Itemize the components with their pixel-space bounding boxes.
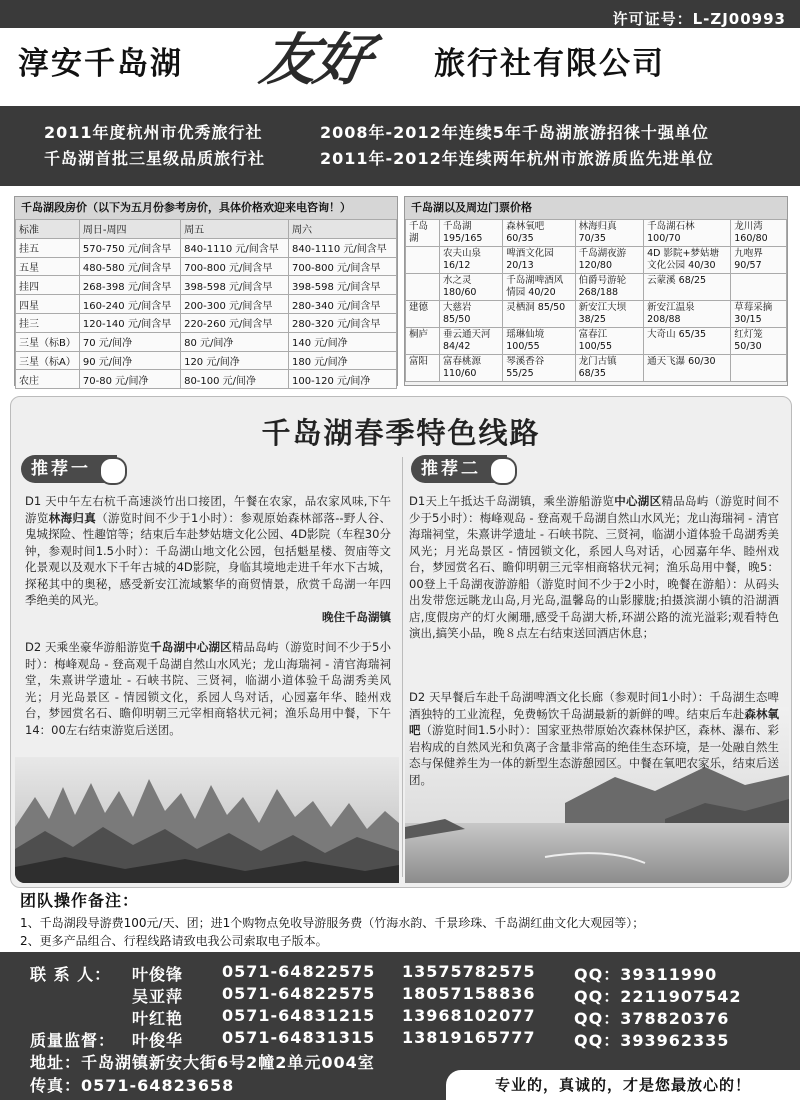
table-cell: 挂三 <box>16 313 80 332</box>
routes-title: 千岛湖春季特色线路 <box>261 416 541 450</box>
table-row <box>406 220 787 247</box>
company-fax: 传真：0571-64823658 <box>30 1076 235 1095</box>
table-header-row <box>16 220 397 239</box>
contact-phone: 0571-64831215 <box>222 1006 376 1025</box>
route2-day1-text-a: D1天上午抵达千岛湖镇，乘坐游船游览 <box>409 494 615 508</box>
route2-day1-text-b: 精品岛屿（游览时间不少于5小时）：梅峰观岛 - 登高观千岛湖自然山水风光；龙山海瑞祠 - 清官海瑞祠堂，朱熹讲学遗址 - 石峡书院、三贤祠，临湖小道体验千岛湖秀美风光；月光岛景区 - 情园锁文化，系园人鸟对话，心园嘉年华、睦州戏台，梦园赏名石、瞻仰明朝三元宰相商辂状元祠；渔乐岛用中餐，晚5：00登上千岛湖夜游游船（游览时间不少于2小时，晚餐在游船）：从码头出发带您远眺龙山岛,月光岛,温馨岛的山影朦胧;拍摄滨湖小镇的沿湖酒店,度假房产的灯火阑珊,感受千岛湖大桥,环湖公路的流光溢彩;观看特色演出,搞笑小品，晚８点左右结束送回酒店休息； <box>409 494 780 640</box>
table-row <box>16 257 397 276</box>
table-cell: 120-140 元/间含早 <box>79 313 180 332</box>
table-row <box>406 328 787 355</box>
route1-day1-text-b: （游览时间不少于1小时）：参观原始森林部落--野人谷、鬼城探险、性趣馆等；结束后车赴梦姑塘文化公园、4D影院（车程30分钟，参观时间1.5小时）：千岛湖山地文化公园，包括魁星楼、贺庙等文化景观以及观水下千年古城的4D影院，身临其境地走进千年水下古城，探秘其中的奥秘，感受新安江流域繁华的商贸情景，欣赏千岛湖一年四季绝美的风光。 <box>25 510 391 607</box>
table-cell: 100-120 元/间净 <box>289 370 397 389</box>
table-cell: 新安江大坝 38/25 <box>575 301 644 328</box>
table-cell: 70 元/间净 <box>79 332 180 351</box>
route1-day1-highlight: 林海归真 <box>48 510 97 525</box>
contact-qq: QQ：2211907542 <box>574 987 742 1006</box>
table-cell: 千岛湖啤酒风情园 40/20 <box>503 274 575 301</box>
route1-day1 <box>25 493 391 625</box>
table-header-cell: 周日-周四 <box>79 220 180 239</box>
company-title-right: 旅行社有限公司 <box>434 46 665 82</box>
contact-name: 叶俊华 <box>132 1031 184 1050</box>
ticket-price-panel <box>404 196 788 386</box>
notes-title: 团队操作备注： <box>20 891 140 910</box>
stone-forest-photo <box>15 757 399 883</box>
route2-day2-text-b: （游览时间1.5小时）：国家亚热带原始次森林保护区，森林、瀑布、彩岩构成的自然风光和负离子含量非常高的绝佳生态环境，是一处融自然生态与保健养生为一体的新型生态游憩园区。中餐在氧吧农家乐，结束后送团。 <box>409 723 779 787</box>
routes-section <box>10 396 792 888</box>
route2-day1 <box>409 493 779 642</box>
permit-number: 许可证号：L-ZJ00993 <box>612 10 786 28</box>
table-row <box>406 301 787 328</box>
table-cell: 红灯笼 50/30 <box>731 328 787 355</box>
region-cell: 富阳 <box>406 355 440 382</box>
table-cell: 森林氧吧 60/35 <box>503 220 575 247</box>
room-price-panel <box>14 196 398 386</box>
table-cell: 398-598 元/间含早 <box>289 276 397 295</box>
contact-label: 联 系 人： <box>30 965 112 984</box>
route2-day2 <box>409 689 779 788</box>
contact-qq: QQ：378820376 <box>574 1009 730 1028</box>
table-cell: 农庄 <box>16 370 80 389</box>
table-header-cell: 标准 <box>16 220 80 239</box>
table-row <box>406 274 787 301</box>
table-cell: 120 元/间净 <box>181 351 289 370</box>
table-cell: 千岛湖夜游 120/80 <box>575 247 644 274</box>
table-row <box>16 351 397 370</box>
table-cell: 80 元/间净 <box>181 332 289 351</box>
region-cell: 千岛湖 <box>406 220 440 247</box>
award-1: 2011年度杭州市优秀旅行社 <box>44 123 263 142</box>
table-cell: 160-240 元/间含早 <box>79 295 180 314</box>
table-cell: 龙门古镇 68/35 <box>575 355 644 382</box>
table-cell: 398-598 元/间含早 <box>181 276 289 295</box>
company-address: 地址：千岛湖镇新安大街6号2幢2单元004室 <box>30 1053 375 1072</box>
table-cell: 90 元/间净 <box>79 351 180 370</box>
table-cell: 四星 <box>16 295 80 314</box>
table-cell: 280-340 元/间含早 <box>289 295 397 314</box>
table-cell: 700-800 元/间含早 <box>181 257 289 276</box>
route1-day1-text-a: D1 天中午左右杭千高速淡竹出口接团，午餐在农家，品农家风味,下午游览 <box>25 494 391 525</box>
recommend-one-tag: 推荐一 <box>21 455 117 483</box>
route1-day2-text-a: D2 天乘坐豪华游船游览 <box>25 640 151 654</box>
contact-mobile: 13968102077 <box>402 1006 536 1025</box>
table-row <box>406 247 787 274</box>
route2-day2-highlight: 森林氧吧 <box>409 706 780 737</box>
contact-mobile: 18057158836 <box>402 984 536 1003</box>
route1-day2-highlight: 千岛湖中心湖区 <box>150 640 232 654</box>
note-item-1: 1、千岛湖段导游费100元/天、团；进1个购物点免收导游服务费（竹海水韵、千景珍珠、千岛湖红曲文化大观园等）； <box>20 916 645 930</box>
contact-mobile: 13575782575 <box>402 962 536 981</box>
route1-day2-text-b: 精品岛屿（游览时间不少于5小时）：梅峰观岛 - 登高观千岛湖自然山水风光；龙山海瑞祠 - 清官海瑞祠堂，朱熹讲学遗址 - 石峡书院、三贤祠，临湖小道体验千岛湖秀美风光；月光岛景区 - 情园锁文化，系园人鸟对话，心园嘉年华、睦州戏台，梦园赏名石、瞻仰明朝三元宰相商辂状元祠；渔乐岛用中餐，下午14：00左右结束游览后送团。 <box>25 640 391 737</box>
table-row <box>16 332 397 351</box>
table-cell: 千岛湖石林 100/70 <box>644 220 731 247</box>
award-4: 2011年-2012年连续两年杭州市旅游质监先进单位 <box>320 149 714 168</box>
table-cell: 通天飞瀑 60/30 <box>644 355 731 382</box>
contact-name: 叶红艳 <box>132 1009 184 1028</box>
recommend-two-tag: 推荐二 <box>411 455 507 483</box>
table-cell <box>731 355 787 382</box>
region-cell <box>406 247 440 274</box>
table-cell: 140 元/间净 <box>289 332 397 351</box>
table-row <box>16 370 397 389</box>
table-cell: 富春桃源 110/60 <box>440 355 503 382</box>
contact-phone: 0571-64822575 <box>222 962 376 981</box>
table-cell: 富春江 100/55 <box>575 328 644 355</box>
table-cell: 灵栖洞 85/50 <box>503 301 575 328</box>
route1-day2 <box>25 639 391 738</box>
table-cell: 瑶琳仙境 100/55 <box>503 328 575 355</box>
table-cell: 五星 <box>16 257 80 276</box>
table-cell: 农夫山泉 16/12 <box>440 247 503 274</box>
contact-phone: 0571-64831315 <box>222 1028 376 1047</box>
region-cell: 建德 <box>406 301 440 328</box>
route2-day1-highlight: 中心湖区 <box>614 494 662 508</box>
route1-day1-stay: 晚住千岛湖镇 <box>322 609 391 624</box>
ticket-price-title: 千岛湖以及周边门票价格 <box>405 197 787 219</box>
table-cell: 268-398 元/间含早 <box>79 276 180 295</box>
table-cell: 啤酒文化园 20/13 <box>503 247 575 274</box>
region-cell <box>406 274 440 301</box>
table-cell: 伯爵号游轮 268/188 <box>575 274 644 301</box>
room-price-title: 千岛湖段房价（以下为五月份参考房价，具体价格欢迎来电咨询！） <box>15 197 397 219</box>
stone-forest-image <box>15 757 399 883</box>
route2-day2-text-a: D2 天早餐后车赴千岛湖啤酒文化长廊（参观时间1小时）：千岛湖生态啤酒独特的工业流程，免费畅饮千岛湖最新的新鲜的啤。结束后车赴 <box>409 690 779 721</box>
contact-phone: 0571-64822575 <box>222 984 376 1003</box>
note-item-2: 2、更多产品组合、行程线路请致电我公司索取电子版本。 <box>20 934 328 948</box>
table-row <box>406 355 787 382</box>
table-cell: 200-300 元/间含早 <box>181 295 289 314</box>
table-row <box>16 295 397 314</box>
column-divider <box>402 457 403 877</box>
table-cell: 280-320 元/间含早 <box>289 313 397 332</box>
room-price-table <box>15 219 397 389</box>
table-header-cell: 周五 <box>181 220 289 239</box>
contact-mobile: 13819165777 <box>402 1028 536 1047</box>
table-cell: 三星（标A） <box>16 351 80 370</box>
quality-label: 质量监督： <box>30 1031 116 1050</box>
region-cell: 桐庐 <box>406 328 440 355</box>
contact-qq: QQ：39311990 <box>574 965 718 984</box>
table-cell: 千岛湖 195/165 <box>440 220 503 247</box>
table-cell: 三星（标B） <box>16 332 80 351</box>
table-row <box>16 276 397 295</box>
table-cell: 70-80 元/间净 <box>79 370 180 389</box>
table-cell: 龙川湾 160/80 <box>731 220 787 247</box>
table-cell: 垂云通天河 84/42 <box>440 328 503 355</box>
table-cell: 大奇山 65/35 <box>644 328 731 355</box>
table-cell: 琴溪香谷 55/25 <box>503 355 575 382</box>
slogan: 专业的，真诚的，才是您最放心的！ <box>446 1070 800 1100</box>
table-row <box>16 313 397 332</box>
table-cell: 80-100 元/间净 <box>181 370 289 389</box>
table-cell: 草莓采摘 30/15 <box>731 301 787 328</box>
award-2: 2008年-2012年连续5年千岛湖旅游招徕十强单位 <box>320 123 709 142</box>
table-cell: 新安江温泉 208/88 <box>644 301 731 328</box>
table-cell: 水之灵 180/60 <box>440 274 503 301</box>
table-row <box>16 238 397 257</box>
table-cell: 挂四 <box>16 276 80 295</box>
table-cell: 840-1110 元/间含早 <box>181 238 289 257</box>
company-title-left: 淳安千岛湖 <box>18 46 183 82</box>
contact-name: 吴亚萍 <box>132 987 184 1006</box>
table-cell: 九咆界 90/57 <box>731 247 787 274</box>
table-cell: 4D 影院+梦姑塘文化公园 40/30 <box>644 247 731 274</box>
table-cell: 大慈岩 85/50 <box>440 301 503 328</box>
table-cell: 570-750 元/间含早 <box>79 238 180 257</box>
contact-qq: QQ：393962335 <box>574 1031 730 1050</box>
company-title-art: 友好 <box>255 27 376 93</box>
table-cell: 挂五 <box>16 238 80 257</box>
table-cell: 林海归真 70/35 <box>575 220 644 247</box>
table-cell: 220-260 元/间含早 <box>181 313 289 332</box>
table-header-cell: 周六 <box>289 220 397 239</box>
table-cell: 840-1110 元/间含早 <box>289 238 397 257</box>
table-cell: 云蒙溪 68/25 <box>644 274 731 301</box>
table-cell <box>731 274 787 301</box>
table-cell: 700-800 元/间含早 <box>289 257 397 276</box>
header-banner <box>0 0 800 186</box>
contact-name: 叶俊锋 <box>132 965 184 984</box>
ticket-price-table <box>405 219 787 382</box>
table-cell: 180 元/间净 <box>289 351 397 370</box>
table-cell: 480-580 元/间含早 <box>79 257 180 276</box>
award-3: 千岛湖首批三星级品质旅行社 <box>44 149 266 168</box>
